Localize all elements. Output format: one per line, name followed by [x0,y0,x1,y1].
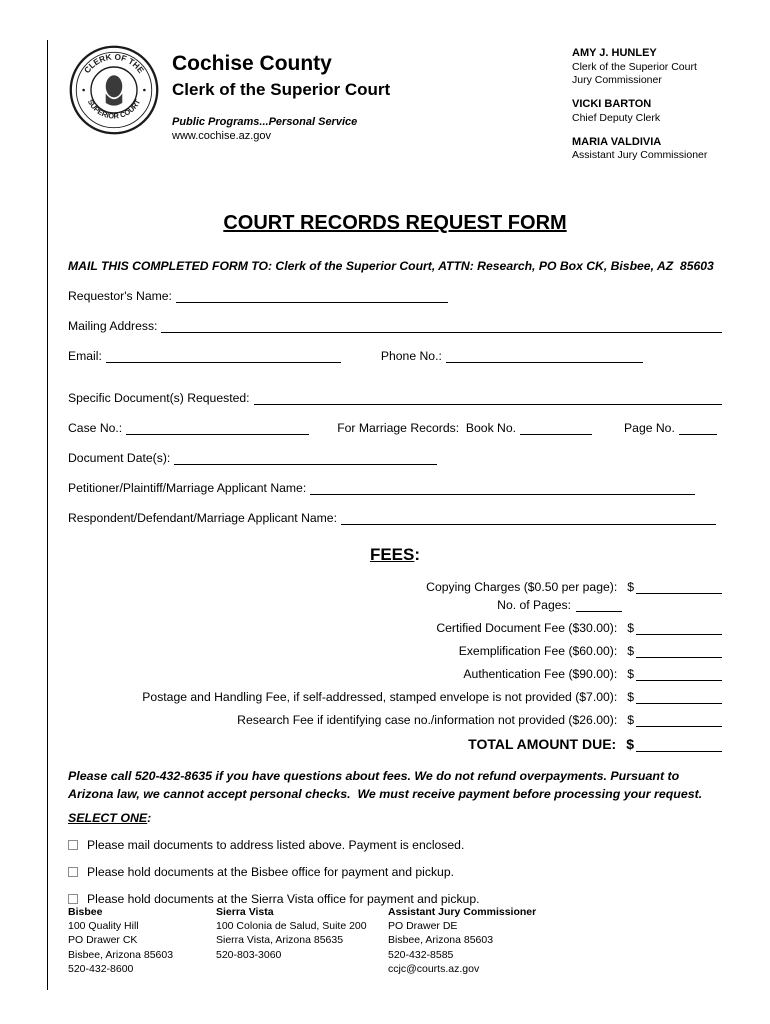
official-entry [572,46,722,88]
footer-line: 520-432-8600 [68,962,134,975]
email-phone-row [68,348,722,363]
org-text-block [172,44,390,172]
official-title: Jury Commissioner [572,74,662,87]
total-amount-due-row [68,736,722,752]
fee-label: Postage and Handling Fee, if self-addressed, stamped envelope is not provided ($7.00): [142,689,618,704]
document-dates-blank[interactable] [174,450,437,465]
option-label: Please hold documents at the Sierra Vista office for payment and pickup. [87,892,480,907]
letterhead-left [68,44,390,172]
footer-line: Sierra Vista, Arizona 85635 [216,934,344,947]
currency-sign: $ [627,643,634,658]
exemplification-amount-blank[interactable] [636,643,722,658]
footer-column-heading: Bisbee [68,906,103,918]
case-no-label: Case No.: [68,420,123,435]
copying-amount-blank[interactable] [636,579,722,594]
respondent-row [68,510,722,525]
svg-text:SUPERIOR COURT: SUPERIOR COURT [85,97,143,121]
fee-row-exemplification [68,643,722,658]
request-fields [68,288,722,525]
left-margin-rule [47,40,48,990]
option-hold-bisbee[interactable] [68,865,722,879]
fee-label: Research Fee if identifying case no./information not provided ($26.00): [237,712,618,727]
case-no-blank[interactable] [126,420,309,435]
petitioner-row [68,480,722,495]
official-name: VICKI BARTON [572,98,652,111]
footer-line: 100 Colonia de Salud, Suite 200 [216,920,367,933]
petitioner-label: Petitioner/Plaintiff/Marriage Applicant Name: [68,480,307,495]
pages-blank[interactable] [576,597,622,612]
document-dates-row [68,450,722,465]
specific-documents-row [68,390,722,405]
footer-line: PO Drawer DE [388,920,458,933]
fees-notice: Please call 520-432-8635 if you have questions about fees. We do not refund overpayments. Pursuant to Arizona law, we cannot accept personal checks. We must receive payment before processing your request. [68,768,703,801]
requestor-name-blank[interactable] [176,288,448,303]
footer-email: ccjc@courts.az.gov [388,962,480,975]
fee-label: Exemplification Fee ($60.00): [458,643,618,658]
document-dates-label: Document Date(s): [68,450,171,465]
department-name: Clerk of the Superior Court [172,80,391,99]
currency-sign: $ [627,620,634,635]
currency-sign: $ [627,666,634,681]
research-amount-blank[interactable] [636,712,722,727]
respondent-blank[interactable] [341,510,716,525]
office-footer [68,905,722,976]
fee-label: Certified Document Fee ($30.00): [436,620,618,635]
currency-sign: $ [626,735,634,752]
mailing-address-row [68,318,722,333]
book-no-blank[interactable] [520,420,592,435]
mailing-address-label: Mailing Address: [68,318,158,333]
footer-jury-commissioner-office [388,905,722,976]
county-name: Cochise County [172,52,332,75]
checkbox-icon[interactable] [68,867,78,877]
page-no-blank[interactable] [679,420,717,435]
select-one-heading: SELECT ONE: [68,811,152,826]
website-url: www.cochise.az.gov [172,130,272,142]
footer-column-heading: Assistant Jury Commissioner [388,906,537,918]
official-entry [572,135,722,163]
phone-blank[interactable] [446,348,643,363]
postage-amount-blank[interactable] [636,689,722,704]
official-entry [572,97,722,125]
marriage-book-label: For Marriage Records: Book No. [337,420,517,435]
fee-row-certified [68,620,722,635]
form-title: COURT RECORDS REQUEST FORM [223,211,567,234]
footer-line: Bisbee, Arizona 85603 [388,934,494,947]
superior-court-seal-icon [68,44,160,136]
footer-column-heading: Sierra Vista [216,906,274,918]
official-title: Clerk of the Superior Court [572,60,697,73]
specific-documents-blank[interactable] [254,390,722,405]
pages-label: No. of Pages: [497,597,571,612]
mail-instruction: MAIL THIS COMPLETED FORM TO: Clerk of the Superior Court, ATTN: Research, PO Box CK, Bisbee, AZ 85603 [68,258,714,273]
checkbox-icon[interactable] [68,894,78,904]
petitioner-blank[interactable] [310,480,695,495]
officials-block [572,44,722,172]
total-amount-blank[interactable] [636,736,722,752]
case-no-row [68,420,722,435]
respondent-label: Respondent/Defendant/Marriage Applicant Name: [68,510,337,525]
footer-bisbee-office [68,905,216,976]
currency-sign: $ [627,712,634,727]
tagline: Public Programs...Personal Service [172,116,358,128]
official-title: Assistant Jury Commissioner [572,149,708,162]
option-label: Please mail documents to address listed above. Payment is enclosed. [87,838,465,853]
footer-line: Bisbee, Arizona 85603 [68,948,174,961]
official-name: MARIA VALDIVIA [572,135,662,148]
email-blank[interactable] [106,348,341,363]
page-no-label: Page No. [624,420,675,435]
footer-line: 520-803-3060 [216,948,282,961]
footer-sierra-vista-office [216,905,388,976]
option-mail-documents[interactable] [68,838,722,852]
fee-row-postage [68,689,722,704]
email-label: Email: [68,348,102,363]
fees-heading: FEES: [369,544,421,564]
total-label: TOTAL AMOUNT DUE: [468,735,617,752]
letterhead [68,44,722,172]
option-label: Please hold documents at the Bisbee office for payment and pickup. [87,865,454,880]
footer-line: 100 Quality Hill [68,920,139,933]
svg-text:CLERK OF THE: CLERK OF THE [82,52,146,75]
fee-label: Copying Charges ($0.50 per page): [426,579,618,594]
currency-sign: $ [627,689,634,704]
footer-line: PO Drawer CK [68,934,138,947]
fee-row-authentication [68,666,722,681]
official-name: AMY J. HUNLEY [572,47,657,59]
requestor-name-label: Requestor's Name: [68,288,172,303]
lincoln-portrait-silhouette [106,75,123,97]
footer-line: 520-432-8585 [388,948,454,961]
requestor-name-row [68,288,722,303]
fee-row-research [68,712,722,727]
official-title: Chief Deputy Clerk [572,111,661,124]
currency-sign: $ [627,579,634,594]
fee-label: Authentication Fee ($90.00): [463,666,618,681]
certified-amount-blank[interactable] [636,620,722,635]
pages-row [68,597,622,612]
mailing-address-blank[interactable] [161,318,722,333]
authentication-amount-blank[interactable] [636,666,722,681]
phone-label: Phone No.: [380,348,442,363]
page-content [68,44,722,906]
fee-row-copying [68,579,722,594]
checkbox-icon[interactable] [68,840,78,850]
specific-documents-label: Specific Document(s) Requested: [68,390,250,405]
